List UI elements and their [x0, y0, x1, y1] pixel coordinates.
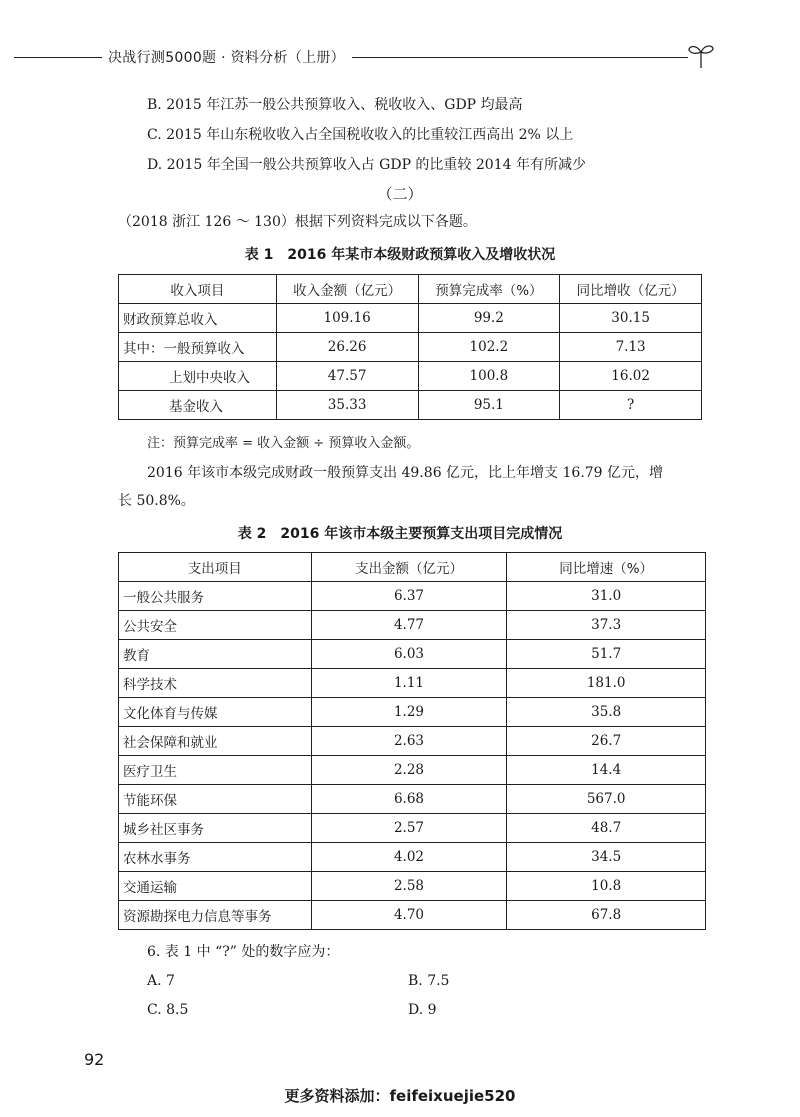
revenue-table — [118, 274, 702, 420]
footer-text: 更多资料添加：feifeixuejie520 — [284, 1087, 516, 1105]
row-label: 其中：一般预算收入 — [119, 333, 277, 362]
table-header-row — [119, 553, 706, 582]
table-row — [119, 785, 706, 814]
answer-option-b[interactable]: B. 7.5 — [408, 973, 450, 989]
cell-value: 37.3 — [507, 611, 706, 640]
row-label: 教育 — [119, 640, 312, 669]
cell-value: 34.5 — [507, 843, 706, 872]
cell-value: 2.57 — [311, 814, 507, 843]
row-label: 农林水事务 — [119, 843, 312, 872]
cell-value: 7.13 — [560, 333, 702, 362]
question-stem: 6. 表 1 中 “?” 处的数字应为： — [147, 944, 340, 960]
row-label: 文化体育与传媒 — [119, 698, 312, 727]
cell-value: 99.2 — [418, 304, 560, 333]
cell-value: 67.8 — [507, 901, 706, 930]
column-header: 支出金额（亿元） — [311, 553, 507, 582]
table-row — [119, 872, 706, 901]
table-header-row — [119, 275, 702, 304]
table-row — [119, 362, 702, 391]
cell-value: 1.29 — [311, 698, 507, 727]
answer-option-d[interactable]: D. 9 — [408, 1002, 437, 1018]
row-label: 医疗卫生 — [119, 756, 312, 785]
section-title: （二） — [377, 185, 423, 203]
cell-value: 567.0 — [507, 785, 706, 814]
column-header: 支出项目 — [119, 553, 312, 582]
cell-value: 48.7 — [507, 814, 706, 843]
cell-value: 14.4 — [507, 756, 706, 785]
cell-value: 2.58 — [311, 872, 507, 901]
page-header — [0, 40, 800, 74]
table-row — [119, 333, 702, 362]
table-row — [119, 391, 702, 420]
table-row — [119, 611, 706, 640]
cell-value: 16.02 — [560, 362, 702, 391]
sprout-icon — [686, 40, 716, 70]
row-label: 科学技术 — [119, 669, 312, 698]
table-row — [119, 640, 706, 669]
row-label: 节能环保 — [119, 785, 312, 814]
row-label: 财政预算总收入 — [119, 304, 277, 333]
header-rule-right — [352, 57, 688, 58]
cell-value: 6.68 — [311, 785, 507, 814]
cell-value: 4.77 — [311, 611, 507, 640]
page-number: 92 — [84, 1050, 105, 1069]
column-header: 收入项目 — [119, 275, 277, 304]
table-row — [119, 814, 706, 843]
book-title: 决战行测5000题 · 资料分析（上册） — [108, 50, 345, 66]
cell-value: 35.8 — [507, 698, 706, 727]
prev-option-b: B. 2015 年江苏一般公共预算收入、税收收入、GDP 均最高 — [147, 97, 523, 113]
cell-value: 10.8 — [507, 872, 706, 901]
cell-value: 109.16 — [276, 304, 418, 333]
table-row — [119, 727, 706, 756]
table-row — [119, 843, 706, 872]
prev-option-d: D. 2015 年全国一般公共预算收入占 GDP 的比重较 2014 年有所减少 — [147, 157, 586, 173]
cell-value: 51.7 — [507, 640, 706, 669]
row-label: 资源勘探电力信息等事务 — [119, 901, 312, 930]
table-row — [119, 582, 706, 611]
cell-value: 2.63 — [311, 727, 507, 756]
row-label: 一般公共服务 — [119, 582, 312, 611]
row-label: 基金收入 — [119, 391, 277, 420]
expenditure-table-body — [119, 582, 706, 930]
cell-value: 2.28 — [311, 756, 507, 785]
table1-note: 注：预算完成率 = 收入金额 ÷ 预算收入金额。 — [147, 436, 420, 451]
column-header: 同比增速（%） — [507, 553, 706, 582]
table-row — [119, 901, 706, 930]
answer-option-a[interactable]: A. 7 — [147, 973, 175, 989]
expenditure-table — [118, 552, 706, 930]
table2-caption: 表 2 2016 年该市本级主要预算支出项目完成情况 — [237, 526, 563, 542]
cell-value: 26.7 — [507, 727, 706, 756]
table1-caption: 表 1 2016 年某市本级财政预算收入及增收状况 — [244, 247, 556, 263]
table-row — [119, 756, 706, 785]
column-header: 收入金额（亿元） — [276, 275, 418, 304]
intro-text: （2018 浙江 126 ～ 130）根据下列资料完成以下各题。 — [118, 214, 477, 230]
cell-value: 100.8 — [418, 362, 560, 391]
paragraph-line-1: 2016 年该市本级完成财政一般预算支出 49.86 亿元，比上年增支 16.79 亿元，增 — [147, 465, 664, 481]
cell-value: ? — [560, 391, 702, 420]
table-row — [119, 698, 706, 727]
prev-option-c: C. 2015 年山东税收收入占全国税收收入的比重较江西高出 2% 以上 — [147, 127, 574, 143]
column-header: 同比增收（亿元） — [560, 275, 702, 304]
cell-value: 6.37 — [311, 582, 507, 611]
cell-value: 1.11 — [311, 669, 507, 698]
cell-value: 181.0 — [507, 669, 706, 698]
cell-value: 6.03 — [311, 640, 507, 669]
row-label: 交通运输 — [119, 872, 312, 901]
row-label: 城乡社区事务 — [119, 814, 312, 843]
cell-value: 4.70 — [311, 901, 507, 930]
row-label: 上划中央收入 — [119, 362, 277, 391]
cell-value: 31.0 — [507, 582, 706, 611]
row-label: 社会保障和就业 — [119, 727, 312, 756]
header-rule-left — [14, 57, 102, 58]
table-row — [119, 669, 706, 698]
paragraph-line-2: 长 50.8%。 — [118, 493, 195, 509]
answer-option-c[interactable]: C. 8.5 — [147, 1002, 189, 1018]
cell-value: 47.57 — [276, 362, 418, 391]
cell-value: 30.15 — [560, 304, 702, 333]
cell-value: 35.33 — [276, 391, 418, 420]
cell-value: 4.02 — [311, 843, 507, 872]
cell-value: 102.2 — [418, 333, 560, 362]
row-label: 公共安全 — [119, 611, 312, 640]
table-row — [119, 304, 702, 333]
column-header: 预算完成率（%） — [418, 275, 560, 304]
cell-value: 26.26 — [276, 333, 418, 362]
cell-value: 95.1 — [418, 391, 560, 420]
